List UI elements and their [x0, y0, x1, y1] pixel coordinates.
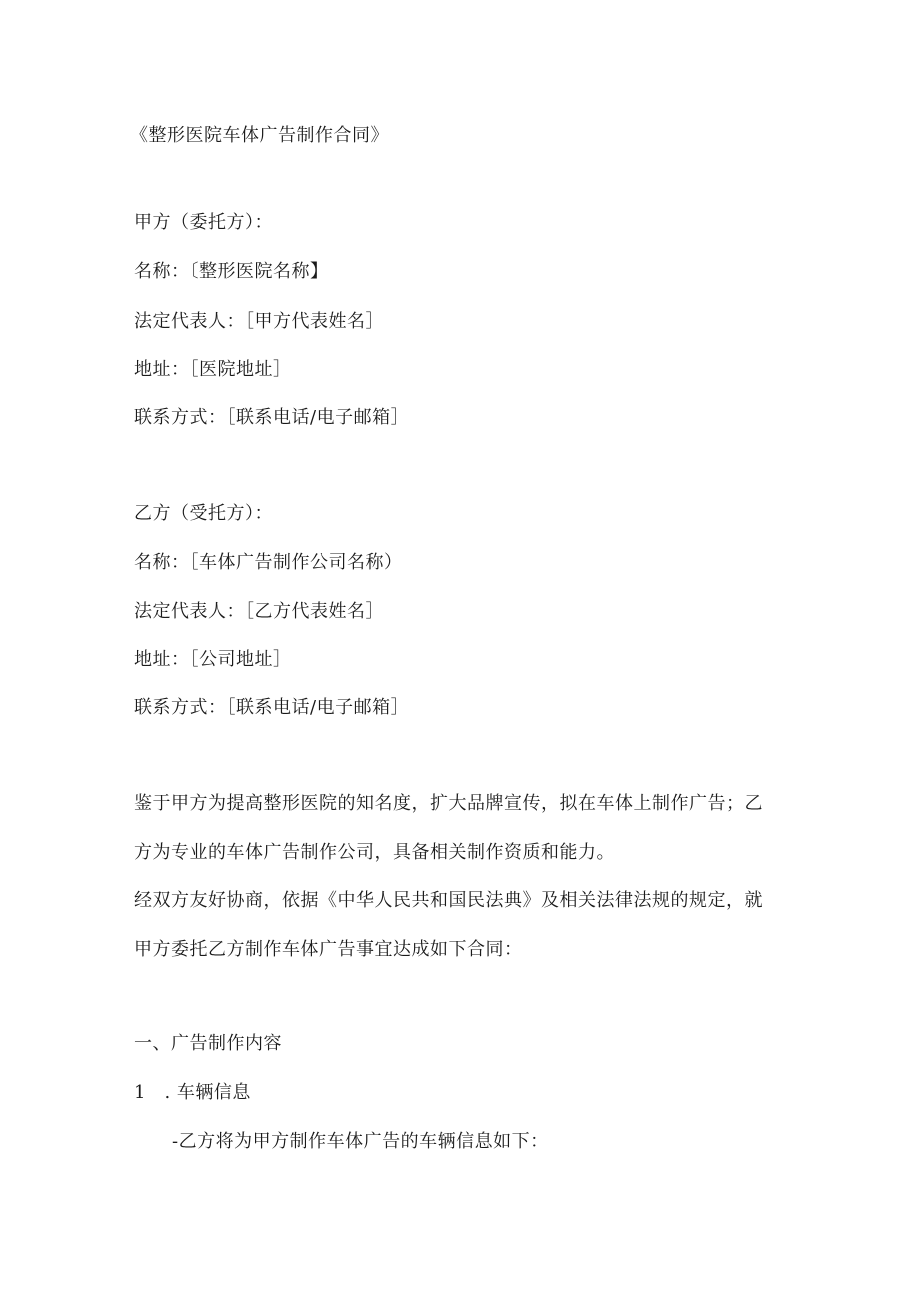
section-item-detail: -乙方将为甲方制作车体广告的车辆信息如下： [172, 1131, 549, 1152]
preamble-line: 甲方委托乙方制作车体广告事宜达成如下合同： [134, 939, 523, 960]
party-b-representative: 法定代表人：［乙方代表姓名］ [134, 601, 384, 622]
party-b-heading: 乙方（受托方）： [134, 503, 273, 524]
party-a-name: 名称：〔整形医院名称】 [134, 261, 329, 282]
document-title: 《整形医院车体广告制作合同》 [130, 125, 389, 146]
party-a-heading: 甲方（委托方）： [134, 212, 273, 233]
party-a-contact: 联系方式：［联系电话/电子邮箱］ [134, 407, 410, 428]
section-heading: 一、广告制作内容 [134, 1033, 282, 1054]
party-a-address: 地址：［医院地址］ [134, 359, 292, 380]
preamble-line: 鉴于甲方为提高整形医院的知名度，扩大品牌宣传，拟在车体上制作广告；乙 [134, 793, 763, 814]
section-item: 1 . 车辆信息 [134, 1082, 251, 1103]
party-b-name: 名称：［车体广告制作公司名称） [134, 552, 403, 573]
party-b-contact: 联系方式：［联系电话/电子邮箱］ [134, 697, 410, 718]
preamble-line: 经双方友好协商，依据《中华人民共和国民法典》及相关法律法规的规定，就 [134, 890, 763, 911]
preamble-line: 方为专业的车体广告制作公司，具备相关制作资质和能力。 [134, 842, 615, 863]
party-b-address: 地址：［公司地址］ [134, 649, 292, 670]
party-a-representative: 法定代表人：［甲方代表姓名］ [134, 311, 384, 332]
